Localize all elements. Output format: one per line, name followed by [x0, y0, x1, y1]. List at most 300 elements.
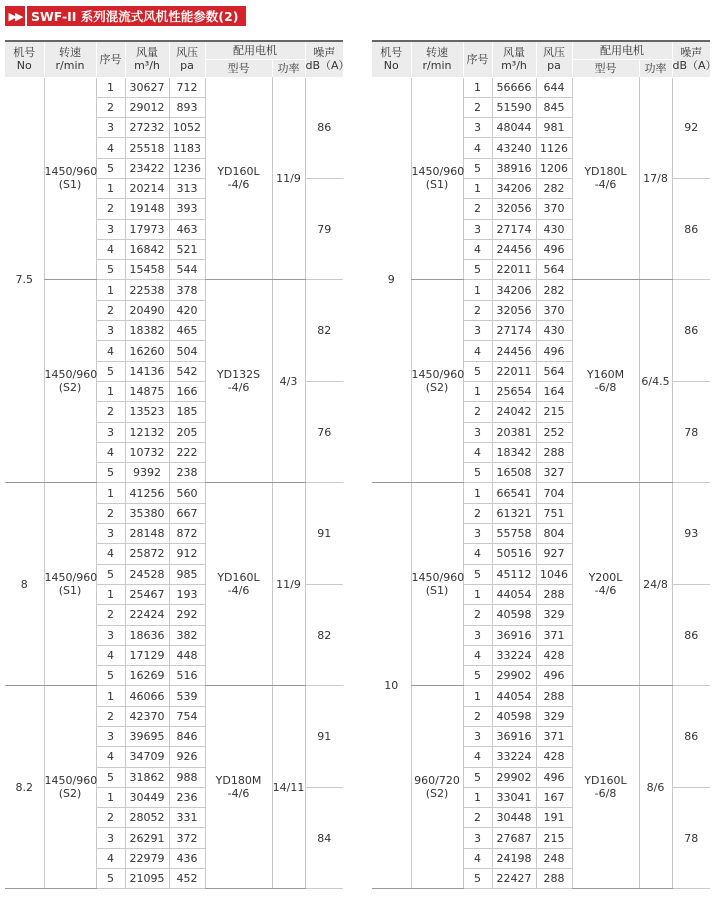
- pressure-cell: 215: [536, 828, 572, 848]
- seq-cell: 1: [96, 77, 125, 97]
- pressure-cell: 166: [169, 381, 205, 401]
- seq-cell: 4: [96, 341, 125, 361]
- noise-cell: 78: [672, 787, 710, 888]
- pressure-cell: 288: [536, 442, 572, 462]
- header-pressure: 风压 pa: [536, 41, 572, 77]
- flow-cell: 33041: [492, 787, 536, 807]
- flow-cell: 41256: [125, 483, 169, 503]
- table-row: [5, 280, 343, 300]
- flow-cell: 40598: [492, 706, 536, 726]
- speed-cell: 1450/960 (S1): [44, 483, 96, 686]
- seq-cell: 5: [463, 767, 492, 787]
- flow-cell: 13523: [125, 402, 169, 422]
- flow-cell: 44054: [492, 686, 536, 706]
- noise-cell: 79: [305, 178, 343, 279]
- flow-cell: 21095: [125, 869, 169, 889]
- pressure-cell: 644: [536, 77, 572, 97]
- flow-cell: 29012: [125, 97, 169, 117]
- flow-cell: 55758: [492, 524, 536, 544]
- header-no: 机号 No: [5, 41, 44, 77]
- seq-cell: 5: [96, 158, 125, 178]
- motor-model-cell: YD160L -4/6: [205, 77, 272, 280]
- seq-cell: 5: [463, 158, 492, 178]
- seq-cell: 3: [463, 524, 492, 544]
- flow-cell: 22427: [492, 869, 536, 889]
- seq-cell: 3: [463, 422, 492, 442]
- speed-cell: 960/720 (S2): [411, 686, 463, 889]
- noise-cell: 86: [672, 584, 710, 685]
- pressure-cell: 428: [536, 645, 572, 665]
- flow-cell: 34206: [492, 280, 536, 300]
- flow-cell: 27232: [125, 118, 169, 138]
- pressure-cell: 560: [169, 483, 205, 503]
- table-row: [372, 686, 710, 706]
- seq-cell: 1: [96, 787, 125, 807]
- pressure-cell: 504: [169, 341, 205, 361]
- seq-cell: 2: [463, 605, 492, 625]
- seq-cell: 5: [463, 463, 492, 483]
- pressure-cell: 846: [169, 727, 205, 747]
- table-body: [372, 77, 710, 889]
- pressure-cell: 382: [169, 625, 205, 645]
- pressure-cell: 1126: [536, 138, 572, 158]
- flow-cell: 24456: [492, 239, 536, 259]
- flow-cell: 61321: [492, 503, 536, 523]
- pressure-cell: 215: [536, 402, 572, 422]
- header-model: 型号: [572, 60, 639, 78]
- noise-cell: 86: [672, 686, 710, 787]
- seq-cell: 5: [463, 869, 492, 889]
- flow-cell: 30627: [125, 77, 169, 97]
- seq-cell: 4: [463, 645, 492, 665]
- seq-cell: 3: [96, 422, 125, 442]
- noise-cell: 91: [305, 686, 343, 787]
- header-seq: 序号: [96, 41, 125, 77]
- flow-cell: 42370: [125, 706, 169, 726]
- flow-cell: 24528: [125, 564, 169, 584]
- seq-cell: 1: [96, 584, 125, 604]
- seq-cell: 2: [96, 808, 125, 828]
- header-power: 功率: [639, 60, 672, 78]
- seq-cell: 2: [96, 199, 125, 219]
- seq-cell: 3: [96, 828, 125, 848]
- flow-cell: 43240: [492, 138, 536, 158]
- seq-cell: 3: [463, 625, 492, 645]
- table-header: [372, 41, 717, 77]
- seq-cell: 3: [463, 727, 492, 747]
- seq-cell: 4: [463, 442, 492, 462]
- motor-model-cell: YD180L -4/6: [572, 77, 639, 280]
- noise-cell: 84: [305, 787, 343, 888]
- flow-cell: 66541: [492, 483, 536, 503]
- seq-cell: 4: [96, 848, 125, 868]
- pressure-cell: 1183: [169, 138, 205, 158]
- pressure-cell: 372: [169, 828, 205, 848]
- seq-cell: 2: [463, 300, 492, 320]
- pressure-cell: 236: [169, 787, 205, 807]
- pressure-cell: 436: [169, 848, 205, 868]
- motor-power-cell: 24/8: [639, 483, 672, 686]
- motor-power-cell: 4/3: [272, 280, 305, 483]
- seq-cell: 3: [463, 321, 492, 341]
- flow-cell: 56666: [492, 77, 536, 97]
- table-header: [5, 41, 350, 77]
- fan-number-cell: 7.5: [5, 77, 44, 483]
- seq-cell: 4: [96, 442, 125, 462]
- header-power: 功率: [272, 60, 305, 78]
- pressure-cell: 288: [536, 584, 572, 604]
- table-body: [5, 77, 343, 889]
- pressure-cell: 1052: [169, 118, 205, 138]
- seq-cell: 5: [96, 361, 125, 381]
- flow-cell: 14875: [125, 381, 169, 401]
- motor-power-cell: 11/9: [272, 77, 305, 280]
- seq-cell: 4: [463, 544, 492, 564]
- pressure-cell: 222: [169, 442, 205, 462]
- motor-model-cell: YD132S -4/6: [205, 280, 272, 483]
- pressure-cell: 539: [169, 686, 205, 706]
- pressure-cell: 185: [169, 402, 205, 422]
- flow-cell: 35380: [125, 503, 169, 523]
- seq-cell: 1: [96, 381, 125, 401]
- seq-cell: 2: [463, 808, 492, 828]
- flow-cell: 24456: [492, 341, 536, 361]
- flow-cell: 40598: [492, 605, 536, 625]
- table-row: [5, 77, 343, 97]
- noise-cell: 82: [305, 584, 343, 685]
- pressure-cell: 496: [536, 767, 572, 787]
- pressure-cell: 751: [536, 503, 572, 523]
- noise-cell: 78: [672, 381, 710, 482]
- pressure-cell: 191: [536, 808, 572, 828]
- noise-cell: 93: [672, 483, 710, 584]
- seq-cell: 1: [96, 178, 125, 198]
- flow-cell: 29902: [492, 666, 536, 686]
- seq-cell: 4: [463, 747, 492, 767]
- pressure-cell: 496: [536, 341, 572, 361]
- seq-cell: 5: [96, 869, 125, 889]
- flow-cell: 22011: [492, 361, 536, 381]
- flow-cell: 19148: [125, 199, 169, 219]
- seq-cell: 3: [463, 219, 492, 239]
- seq-cell: 4: [463, 848, 492, 868]
- flow-cell: 50516: [492, 544, 536, 564]
- fan-number-cell: 10: [372, 483, 411, 889]
- flow-cell: 34206: [492, 178, 536, 198]
- pressure-cell: 712: [169, 77, 205, 97]
- pressure-cell: 282: [536, 280, 572, 300]
- table-row: [372, 483, 710, 503]
- seq-cell: 1: [463, 584, 492, 604]
- motor-power-cell: 11/9: [272, 483, 305, 686]
- pressure-cell: 288: [536, 686, 572, 706]
- noise-cell: 86: [672, 178, 710, 279]
- noise-cell: 92: [672, 77, 710, 178]
- flow-cell: 25872: [125, 544, 169, 564]
- header-motor: 配用电机: [205, 41, 305, 60]
- seq-cell: 1: [463, 381, 492, 401]
- pressure-cell: 542: [169, 361, 205, 381]
- seq-cell: 2: [96, 300, 125, 320]
- pressure-cell: 988: [169, 767, 205, 787]
- speed-cell: 1450/960 (S2): [44, 686, 96, 889]
- pressure-cell: 667: [169, 503, 205, 523]
- seq-cell: 3: [96, 524, 125, 544]
- flow-cell: 20381: [492, 422, 536, 442]
- flow-cell: 17129: [125, 645, 169, 665]
- seq-cell: 1: [463, 483, 492, 503]
- flow-cell: 25518: [125, 138, 169, 158]
- flow-cell: 27174: [492, 321, 536, 341]
- flow-cell: 12132: [125, 422, 169, 442]
- header-flow: 风量 m³/h: [492, 41, 536, 77]
- pressure-cell: 331: [169, 808, 205, 828]
- pressure-cell: 164: [536, 381, 572, 401]
- pressure-cell: 329: [536, 706, 572, 726]
- pressure-cell: 564: [536, 361, 572, 381]
- noise-cell: 86: [672, 280, 710, 381]
- flow-cell: 16269: [125, 666, 169, 686]
- pressure-cell: 371: [536, 727, 572, 747]
- seq-cell: 5: [96, 564, 125, 584]
- pressure-cell: 428: [536, 747, 572, 767]
- flow-cell: 36916: [492, 625, 536, 645]
- pressure-cell: 912: [169, 544, 205, 564]
- seq-cell: 3: [463, 828, 492, 848]
- fan-number-cell: 8: [5, 483, 44, 686]
- seq-cell: 4: [96, 138, 125, 158]
- flow-cell: 20214: [125, 178, 169, 198]
- seq-cell: 1: [96, 280, 125, 300]
- pressure-cell: 845: [536, 97, 572, 117]
- seq-cell: 4: [96, 645, 125, 665]
- double-chevron-right-icon: ▶▶: [5, 6, 25, 26]
- flow-cell: 9392: [125, 463, 169, 483]
- pressure-cell: 430: [536, 321, 572, 341]
- table-row: [5, 483, 343, 503]
- seq-cell: 1: [463, 280, 492, 300]
- seq-cell: 2: [96, 706, 125, 726]
- seq-cell: 4: [463, 138, 492, 158]
- pressure-cell: 313: [169, 178, 205, 198]
- header-pressure: 风压 pa: [169, 41, 205, 77]
- title-bar: [5, 6, 285, 26]
- seq-cell: 1: [463, 686, 492, 706]
- table-row: [372, 77, 710, 97]
- header-speed: 转速 r/min: [44, 41, 96, 77]
- flow-cell: 27174: [492, 219, 536, 239]
- flow-cell: 16508: [492, 463, 536, 483]
- table-row: [372, 280, 710, 300]
- seq-cell: 3: [96, 625, 125, 645]
- pressure-cell: 430: [536, 219, 572, 239]
- seq-cell: 5: [96, 767, 125, 787]
- pressure-cell: 370: [536, 300, 572, 320]
- seq-cell: 2: [96, 402, 125, 422]
- seq-cell: 4: [96, 747, 125, 767]
- flow-cell: 28148: [125, 524, 169, 544]
- flow-cell: 31862: [125, 767, 169, 787]
- flow-cell: 44054: [492, 584, 536, 604]
- seq-cell: 2: [96, 97, 125, 117]
- pressure-cell: 893: [169, 97, 205, 117]
- motor-power-cell: 6/4.5: [639, 280, 672, 483]
- pressure-cell: 926: [169, 747, 205, 767]
- pressure-cell: 371: [536, 625, 572, 645]
- header-flow: 风量 m³/h: [125, 41, 169, 77]
- motor-power-cell: 14/11: [272, 686, 305, 889]
- seq-cell: 2: [463, 503, 492, 523]
- seq-cell: 3: [96, 219, 125, 239]
- flow-cell: 23422: [125, 158, 169, 178]
- seq-cell: 4: [463, 239, 492, 259]
- flow-cell: 51590: [492, 97, 536, 117]
- speed-cell: 1450/960 (S2): [44, 280, 96, 483]
- seq-cell: 2: [463, 199, 492, 219]
- flow-cell: 46066: [125, 686, 169, 706]
- flow-cell: 18342: [492, 442, 536, 462]
- flow-cell: 16842: [125, 239, 169, 259]
- speed-cell: 1450/960 (S1): [411, 77, 463, 280]
- pressure-cell: 981: [536, 118, 572, 138]
- fan-number-cell: 8.2: [5, 686, 44, 889]
- header-speed: 转速 r/min: [411, 41, 463, 77]
- flow-cell: 22979: [125, 848, 169, 868]
- pressure-cell: 927: [536, 544, 572, 564]
- flow-cell: 10732: [125, 442, 169, 462]
- motor-model-cell: Y200L -4/6: [572, 483, 639, 686]
- pressure-cell: 872: [169, 524, 205, 544]
- flow-cell: 17973: [125, 219, 169, 239]
- flow-cell: 15458: [125, 260, 169, 280]
- motor-model-cell: YD180M -4/6: [205, 686, 272, 889]
- motor-power-cell: 17/8: [639, 77, 672, 280]
- seq-cell: 1: [463, 178, 492, 198]
- header-model: 型号: [205, 60, 272, 78]
- header-noise: 噪声 dB（A）: [672, 41, 710, 77]
- flow-cell: 25654: [492, 381, 536, 401]
- noise-cell: 76: [305, 381, 343, 482]
- pressure-cell: 465: [169, 321, 205, 341]
- flow-cell: 14136: [125, 361, 169, 381]
- pressure-cell: 452: [169, 869, 205, 889]
- flow-cell: 18636: [125, 625, 169, 645]
- seq-cell: 1: [463, 787, 492, 807]
- seq-cell: 5: [96, 260, 125, 280]
- pressure-cell: 282: [536, 178, 572, 198]
- pressure-cell: 1046: [536, 564, 572, 584]
- pressure-cell: 496: [536, 239, 572, 259]
- flow-cell: 32056: [492, 199, 536, 219]
- seq-cell: 3: [96, 118, 125, 138]
- flow-cell: 34709: [125, 747, 169, 767]
- performance-table-left: [5, 40, 350, 889]
- pressure-cell: 516: [169, 666, 205, 686]
- pressure-cell: 448: [169, 645, 205, 665]
- pressure-cell: 248: [536, 848, 572, 868]
- flow-cell: 30449: [125, 787, 169, 807]
- seq-cell: 5: [463, 564, 492, 584]
- pressure-cell: 1206: [536, 158, 572, 178]
- flow-cell: 22424: [125, 605, 169, 625]
- flow-cell: 18382: [125, 321, 169, 341]
- seq-cell: 5: [463, 666, 492, 686]
- seq-cell: 4: [96, 239, 125, 259]
- pressure-cell: 1236: [169, 158, 205, 178]
- flow-cell: 28052: [125, 808, 169, 828]
- header-seq: 序号: [463, 41, 492, 77]
- seq-cell: 5: [96, 666, 125, 686]
- flow-cell: 20490: [125, 300, 169, 320]
- flow-cell: 38916: [492, 158, 536, 178]
- seq-cell: 1: [96, 483, 125, 503]
- flow-cell: 16260: [125, 341, 169, 361]
- pressure-cell: 463: [169, 219, 205, 239]
- speed-cell: 1450/960 (S2): [411, 280, 463, 483]
- pressure-cell: 496: [536, 666, 572, 686]
- noise-cell: 91: [305, 483, 343, 584]
- pressure-cell: 327: [536, 463, 572, 483]
- seq-cell: 3: [96, 727, 125, 747]
- pressure-cell: 193: [169, 584, 205, 604]
- motor-model-cell: YD160L -4/6: [205, 483, 272, 686]
- seq-cell: 3: [463, 118, 492, 138]
- flow-cell: 36916: [492, 727, 536, 747]
- seq-cell: 5: [463, 361, 492, 381]
- flow-cell: 48044: [492, 118, 536, 138]
- pressure-cell: 205: [169, 422, 205, 442]
- fan-number-cell: 9: [372, 77, 411, 483]
- performance-table-right: [372, 40, 717, 889]
- pressure-cell: 288: [536, 869, 572, 889]
- seq-cell: 4: [463, 341, 492, 361]
- seq-cell: 2: [96, 503, 125, 523]
- pressure-cell: 393: [169, 199, 205, 219]
- seq-cell: 2: [463, 97, 492, 117]
- pressure-cell: 544: [169, 260, 205, 280]
- seq-cell: 1: [96, 686, 125, 706]
- page-title: SWF-II 系列混流式风机性能参数(2): [27, 6, 246, 26]
- flow-cell: 26291: [125, 828, 169, 848]
- pressure-cell: 252: [536, 422, 572, 442]
- motor-model-cell: YD160L -6/8: [572, 686, 639, 889]
- pressure-cell: 370: [536, 199, 572, 219]
- flow-cell: 29902: [492, 767, 536, 787]
- header-motor: 配用电机: [572, 41, 672, 60]
- pressure-cell: 521: [169, 239, 205, 259]
- flow-cell: 25467: [125, 584, 169, 604]
- seq-cell: 2: [96, 605, 125, 625]
- pressure-cell: 167: [536, 787, 572, 807]
- pressure-cell: 754: [169, 706, 205, 726]
- seq-cell: 1: [463, 77, 492, 97]
- pressure-cell: 420: [169, 300, 205, 320]
- flow-cell: 22011: [492, 260, 536, 280]
- flow-cell: 32056: [492, 300, 536, 320]
- table-row: [5, 686, 343, 706]
- flow-cell: 30448: [492, 808, 536, 828]
- noise-cell: 82: [305, 280, 343, 381]
- pressure-cell: 238: [169, 463, 205, 483]
- seq-cell: 2: [463, 402, 492, 422]
- flow-cell: 39695: [125, 727, 169, 747]
- flow-cell: 24042: [492, 402, 536, 422]
- pressure-cell: 564: [536, 260, 572, 280]
- noise-cell: 86: [305, 77, 343, 178]
- seq-cell: 5: [96, 463, 125, 483]
- seq-cell: 4: [96, 544, 125, 564]
- seq-cell: 3: [96, 321, 125, 341]
